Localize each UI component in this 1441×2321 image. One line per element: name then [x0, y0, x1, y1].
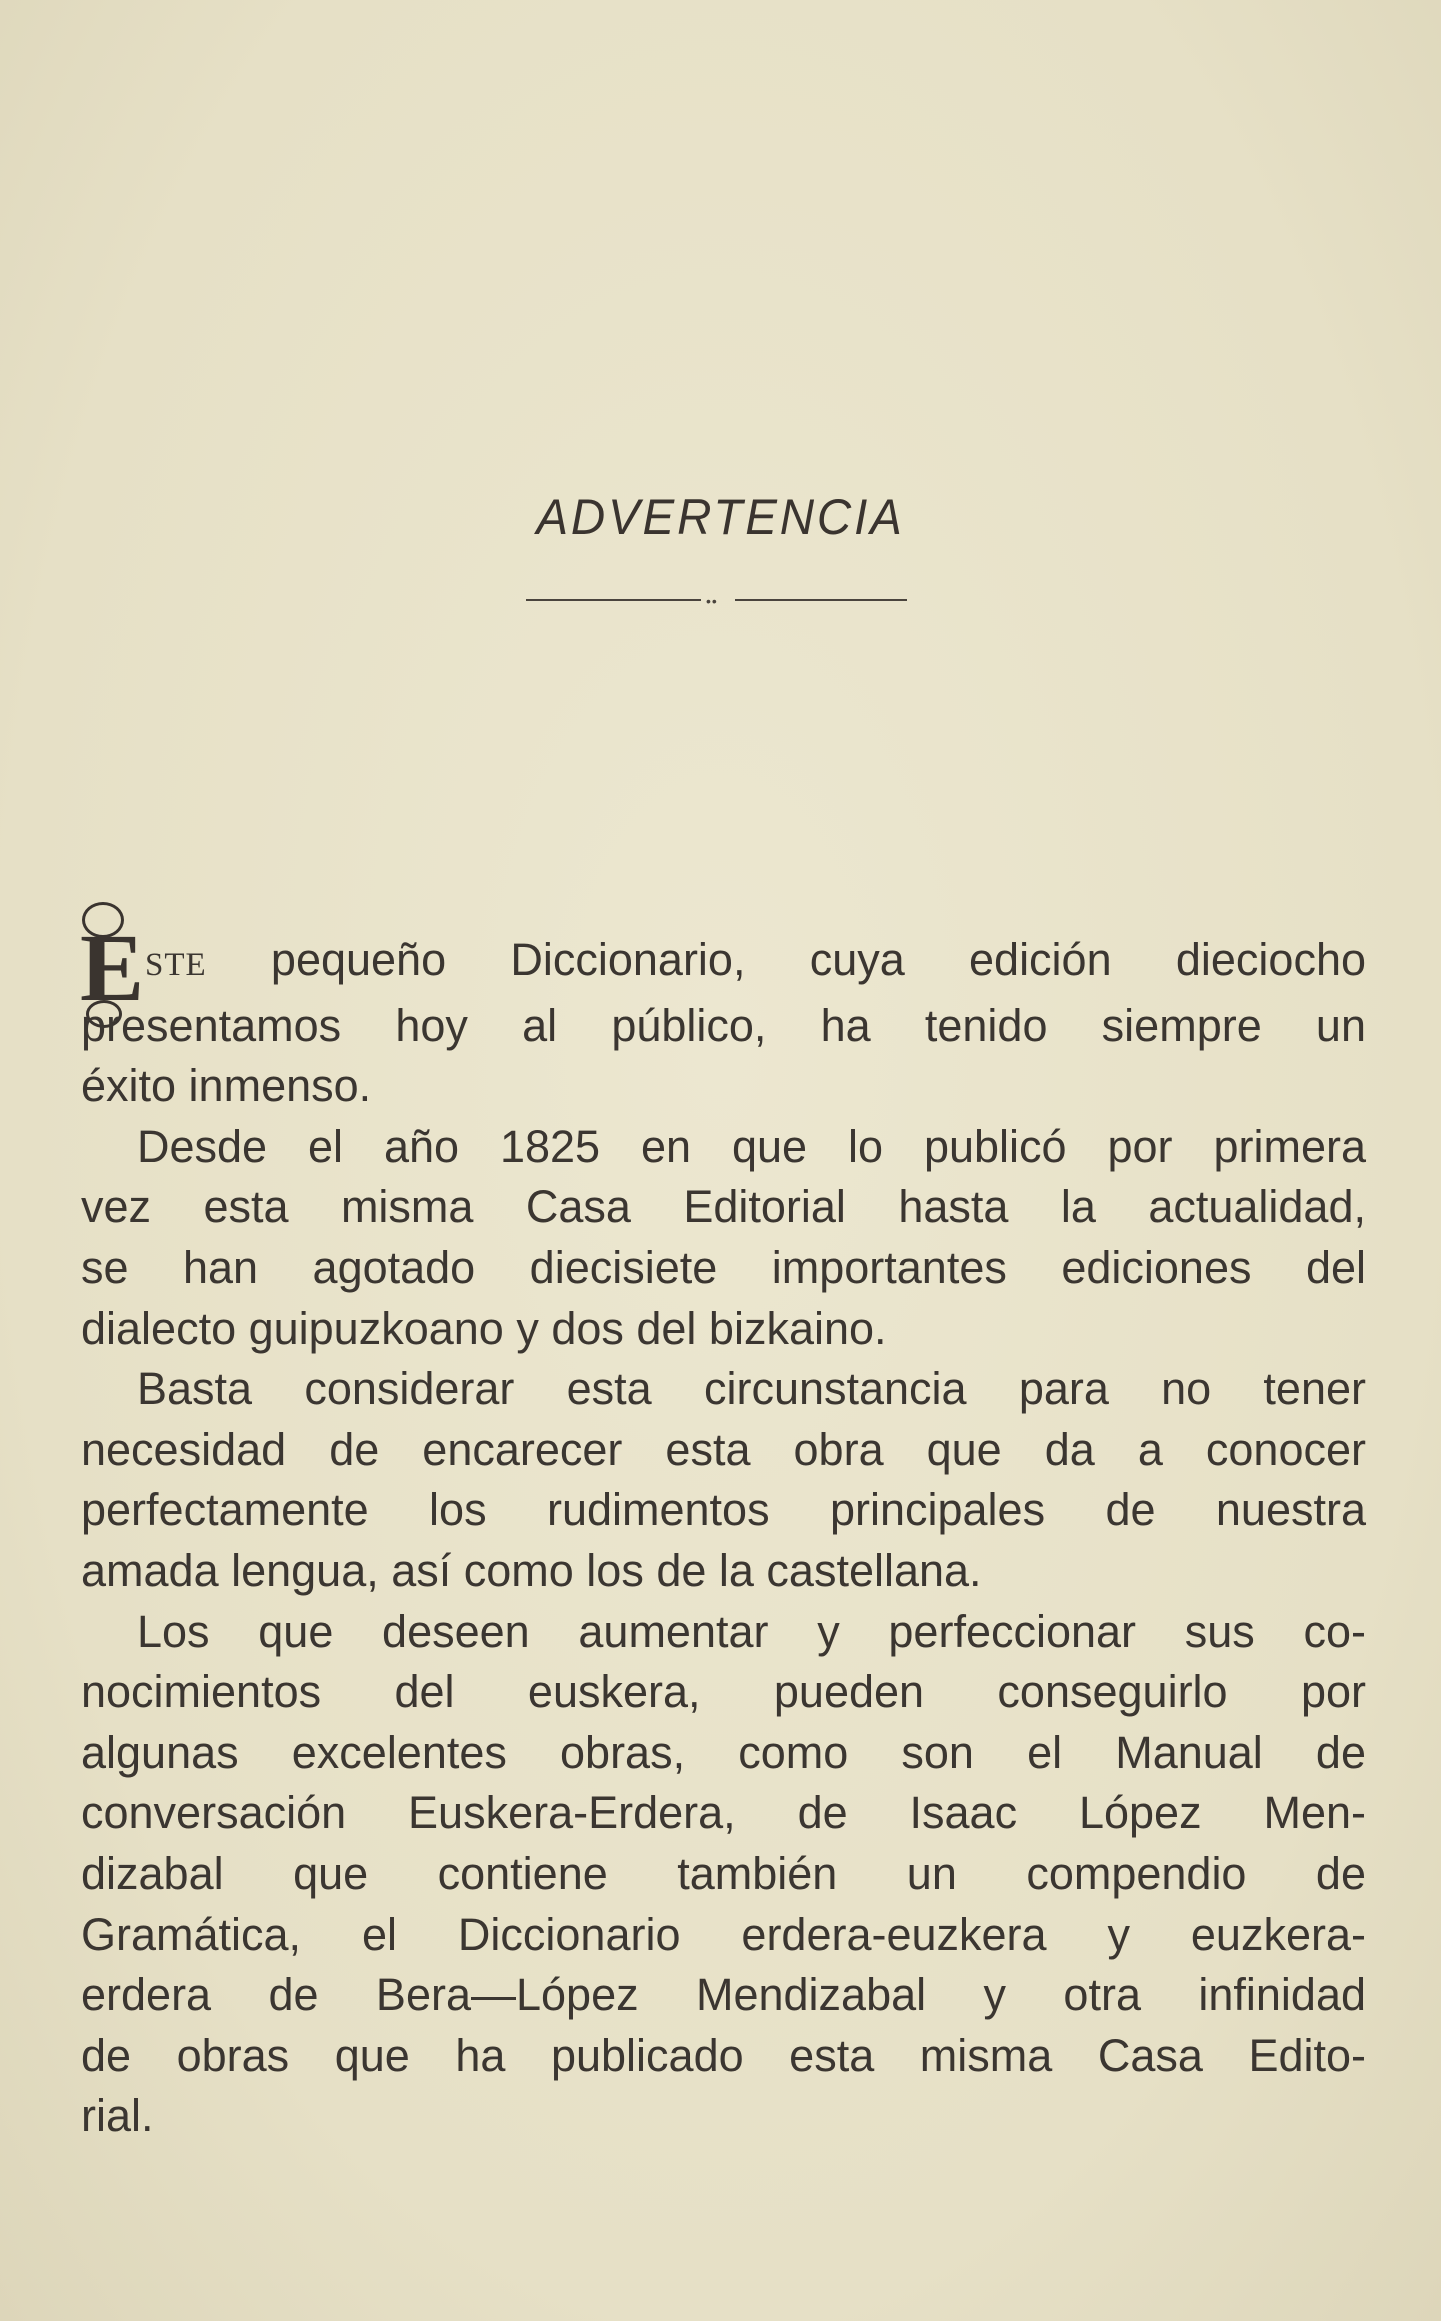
text-line: Los que deseen aumentar y perfeccionar sus co- [137, 1605, 1366, 1657]
text-line: dizabal que contiene también un compendio de [81, 1847, 1366, 1899]
title-divider-left [526, 599, 701, 601]
paragraph-2 [81, 1117, 1366, 1359]
text-line: rial. [81, 2090, 154, 2142]
text-line: erdera de Bera—López Mendizabal y otra infinidad [81, 1969, 1366, 2021]
text-line-content: pequeño Diccionario, cuya edición dieciocho [206, 934, 1366, 985]
text-line: nocimientos del euskera, pueden conseguirlo por [81, 1666, 1366, 1718]
text-line: éxito inmenso. [81, 1060, 372, 1112]
text-line: amada lengua, así como los de la castellana. [81, 1544, 982, 1596]
paragraph-3 [81, 1359, 1366, 1601]
paragraph-4 [81, 1602, 1366, 2147]
text-line: conversación Euskera-Erdera, de Isaac López Men- [81, 1787, 1366, 1839]
small-caps-word: STE [145, 947, 207, 983]
text-line [81, 930, 1366, 996]
text-line: se han agotado diecisiete importantes ediciones del [81, 1241, 1366, 1293]
text-line: presentamos hoy al público, ha tenido siempre un [81, 999, 1366, 1051]
text-line: algunas excelentes obras, como son el Manual de [81, 1726, 1366, 1778]
text-line: Basta considerar esta circunstancia para no tener [137, 1363, 1366, 1415]
title-divider-right [735, 599, 907, 601]
text-line: vez esta misma Casa Editorial hasta la actualidad, [81, 1181, 1366, 1233]
text-line: de obras que ha publicado esta misma Casa Edito- [81, 2029, 1366, 2081]
drop-cap-letter: E [80, 914, 145, 1021]
text-line: necesidad de encarecer esta obra que da a conocer [81, 1423, 1366, 1475]
text-line: Gramática, el Diccionario erdera-euzkera y euzkera- [81, 1908, 1366, 1960]
text-line: dialecto guipuzkoano y dos del bizkaino. [81, 1302, 887, 1354]
text-line: perfectamente los rudimentos principales de nuestra [81, 1484, 1366, 1536]
page-title: ADVERTENCIA [536, 489, 905, 545]
paragraph-1 [81, 930, 1366, 1117]
text-line: Desde el año 1825 en que lo publicó por primera [137, 1120, 1366, 1172]
advertencia-text [81, 930, 1366, 2147]
title-divider-dots: •• [706, 593, 718, 609]
